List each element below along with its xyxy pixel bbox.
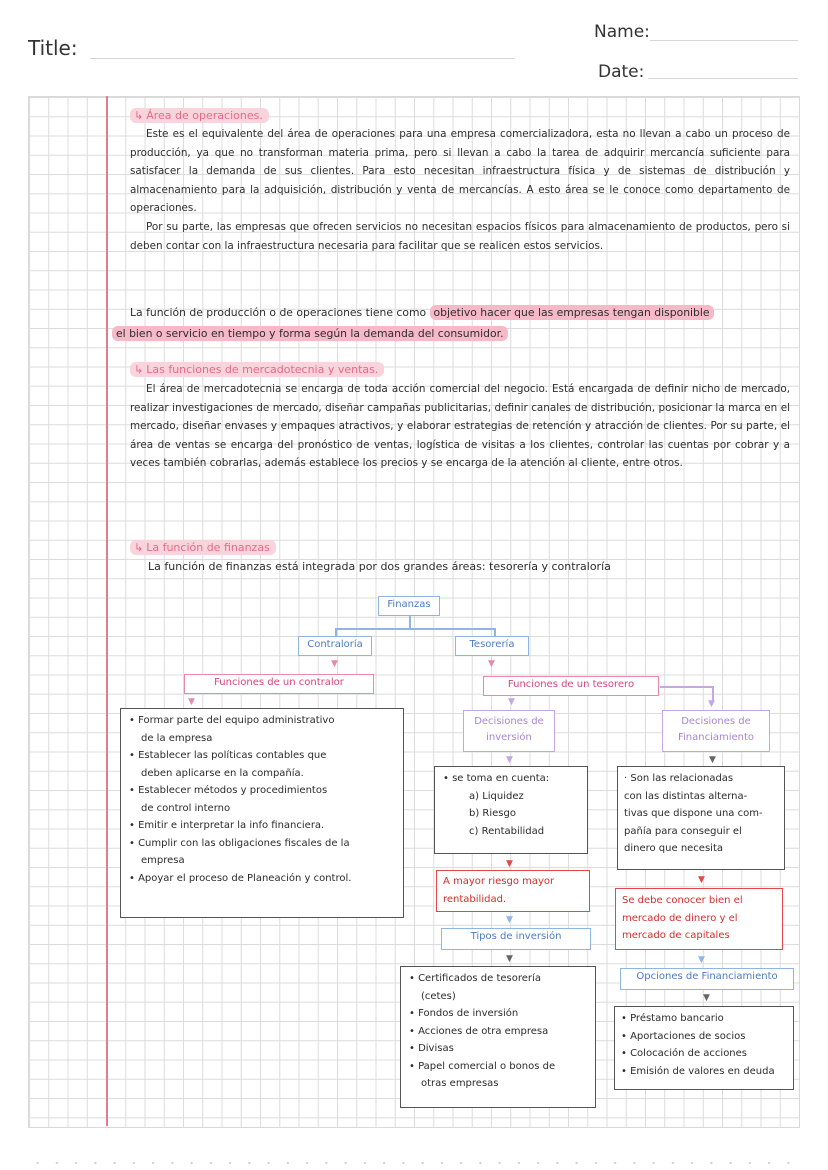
- inversion-item: otras empresas: [421, 1078, 499, 1089]
- contralor-item: • Apoyar el proceso de Planeación y control.: [129, 872, 352, 884]
- box-financ-note: [615, 888, 783, 950]
- riesgo-line: rentabilidad.: [443, 893, 507, 905]
- node-decisiones-financiamiento: [662, 710, 770, 752]
- contralor-item: • Establecer las políticas contables que: [129, 750, 327, 761]
- inversion-list: [409, 970, 587, 1093]
- contralor-item: deben aplicarse en la compañía.: [141, 767, 304, 779]
- arrow-down-icon: ▼: [698, 955, 705, 965]
- heading-mercadotecnia: [130, 362, 384, 377]
- heading-finanzas: [130, 540, 276, 555]
- box-financ-desc: [617, 766, 785, 870]
- arrow-down-icon: ▼: [698, 875, 705, 885]
- contralor-item: • Establecer métodos y procedimientos: [129, 785, 328, 796]
- date-label: Date:: [598, 62, 645, 82]
- arrow-down-icon: ▼: [506, 915, 513, 925]
- box-funciones-contralor: [120, 708, 404, 918]
- financ-desc-item: tivas que dispone una com-: [624, 808, 763, 819]
- financ-item: • Aportaciones de socios: [621, 1030, 746, 1042]
- connector: [494, 628, 496, 636]
- node-tipos-inversion: Tipos de inversión: [441, 928, 591, 950]
- financ-desc-item: pañía para conseguir el: [624, 825, 742, 837]
- contralor-list: [129, 712, 395, 887]
- title-label: Title:: [28, 36, 78, 60]
- box-opciones-financiamiento: [614, 1006, 794, 1090]
- financ-note-line: mercado de dinero y el: [622, 912, 738, 924]
- considerar-list: [443, 770, 579, 840]
- paragraph-operaciones: [130, 125, 790, 255]
- node-tesoreria: Tesorería: [455, 636, 529, 656]
- heading-operaciones-text: Área de operaciones.: [146, 109, 263, 122]
- financ-desc-item: dinero que necesita: [624, 843, 723, 854]
- inversion-item: • Divisas: [409, 1043, 454, 1054]
- considerar-item: • se toma en cuenta:: [443, 773, 550, 784]
- heading-mercadotecnia-text: Las funciones de mercadotecnia y ventas.: [146, 363, 379, 376]
- heading-operaciones: [130, 108, 269, 123]
- arrow-down-icon: ▼: [703, 993, 710, 1003]
- heading-finanzas-text: La función de finanzas: [146, 541, 270, 554]
- contralor-item: • Formar parte del equipo administrativo: [129, 715, 335, 726]
- box-tipos-inversion: [400, 966, 596, 1108]
- name-line: [650, 40, 798, 41]
- paragraph-mercadotecnia: [130, 380, 790, 473]
- node-funciones-contralor: Funciones de un contralor: [184, 674, 374, 694]
- date-line: [648, 78, 798, 79]
- arrow-down-icon: ▼: [506, 755, 513, 765]
- riesgo-line: A mayor riesgo mayor: [443, 876, 555, 887]
- financ-note-line: mercado de capitales: [622, 930, 730, 941]
- arrow-down-icon: ▼: [709, 755, 716, 765]
- connector: [409, 616, 411, 628]
- paragraph-mercadotecnia-1: El área de mercadotecnia se encarga de toda acción comercial del negocio. Está encargada de definir nicho de mercado, realizar investigaciones de mercado, diseñar campañas publicitarias, definir canales de distribución, posicionar la marca en el mercado, diseñar envases y empaques atractivos, y elaborar estrategias de retención y atracción de clientes. Por su parte, el área de ventas se encarga del pronóstico de ventas, logística de visitas a los clientes, controlar las cuentas por cobrar y a veces también cobrarlas, además establece los precios y se encarga de la atención al cliente, entre otros.: [130, 383, 790, 470]
- contralor-item: • Cumplir con las obligaciones fiscales de la: [129, 837, 350, 849]
- contralor-item: empresa: [141, 855, 185, 866]
- contralor-item: de la empresa: [141, 732, 213, 744]
- contralor-item: • Emitir e interpretar la info financiera.: [129, 820, 325, 831]
- box-riesgo-note: [436, 870, 590, 912]
- arrow-down-icon: ▼: [508, 697, 515, 707]
- inversion-item: • Fondos de inversión: [409, 1008, 519, 1019]
- finanzas-intro: La función de finanzas está integrada por dos grandes áreas: tesorería y contraloría: [148, 560, 611, 573]
- inversion-item: • Acciones de otra empresa: [409, 1025, 549, 1037]
- financ-desc-item: · Son las relacionadas: [624, 773, 734, 784]
- summary-text: La función de producción o de operaciones tiene como: [130, 306, 430, 319]
- node-funciones-tesorero: Funciones de un tesorero: [483, 676, 659, 696]
- dec-financ-line: Decisiones de: [681, 716, 751, 727]
- arrow-down-icon: ▼: [708, 699, 715, 709]
- considerar-item: c) Rentabilidad: [469, 825, 545, 837]
- inversion-item: (cetes): [421, 990, 456, 1002]
- financ-list: [621, 1010, 787, 1080]
- bottom-dotted-line: [28, 1162, 798, 1164]
- node-finanzas: Finanzas: [378, 596, 440, 616]
- name-label: Name:: [594, 22, 650, 42]
- margin-line: [106, 96, 108, 1126]
- considerar-item: b) Riesgo: [469, 808, 516, 819]
- paragraph-operaciones-2: Por su parte, las empresas que ofrecen servicios no necesitan espacios físicos para almacenamiento de productos, pero si deben contar con la infraestructura necesaria para facilitar que se realicen estos servicios.: [130, 220, 790, 252]
- summary-highlight-2: el bien o servicio en tiempo y forma según la demanda del consumidor.: [112, 326, 508, 341]
- node-decisiones-inversion: [463, 710, 555, 752]
- arrow-down-icon: ▼: [188, 697, 195, 707]
- arrow-down-icon: ▼: [506, 859, 513, 869]
- paragraph-operaciones-1: Este es el equivalente del área de operaciones para una empresa comercializadora, esta no llevan a cabo un proceso de producción, ya que no transforman materia prima, pero si llevan a cabo la tarea de adquirir mercancía suficiente para satisfacer la demanda de sus clientes. Para esto necesitan infraestructura física y de sistemas de distribución y almacenamiento para la adquisición, distribución y venta de mercancías. A esto área se le conoce como departamento de operaciones.: [130, 128, 790, 215]
- considerar-item: a) Liquidez: [469, 790, 524, 802]
- summary-operaciones: [112, 302, 802, 344]
- connector: [660, 686, 713, 688]
- connector: [335, 628, 337, 636]
- node-contraloria: Contraloría: [298, 636, 372, 656]
- arrow-icon: ↳: [134, 109, 144, 122]
- financ-desc-item: con las distintas alterna-: [624, 790, 748, 802]
- node-opciones-financiamiento: Opciones de Financiamiento: [620, 968, 794, 990]
- arrow-down-icon: ▼: [506, 954, 513, 964]
- inversion-item: • Certificados de tesorería: [409, 973, 541, 984]
- financ-item: • Emisión de valores en deuda: [621, 1065, 775, 1077]
- dec-inversion-line: Decisiones de: [474, 716, 544, 727]
- box-considerar: [434, 766, 588, 854]
- arrow-icon: ↳: [134, 541, 144, 554]
- dec-inversion-line: inversión: [486, 732, 532, 743]
- connector: [335, 628, 495, 630]
- financ-note-line: Se debe conocer bien el: [622, 895, 743, 906]
- summary-highlight-1: objetivo hacer que las empresas tengan disponible: [430, 305, 714, 320]
- contralor-item: de control interno: [141, 802, 231, 814]
- inversion-item: • Papel comercial o bonos de: [409, 1060, 556, 1072]
- financ-item: • Préstamo bancario: [621, 1013, 724, 1024]
- arrow-down-icon: ▼: [331, 659, 338, 669]
- title-line: [90, 58, 515, 59]
- arrow-down-icon: ▼: [488, 659, 495, 669]
- arrow-icon: ↳: [134, 363, 144, 376]
- dec-financ-line: Financiamiento: [677, 732, 755, 743]
- financ-desc-list: [624, 770, 778, 858]
- financ-item: • Colocación de acciones: [621, 1048, 748, 1059]
